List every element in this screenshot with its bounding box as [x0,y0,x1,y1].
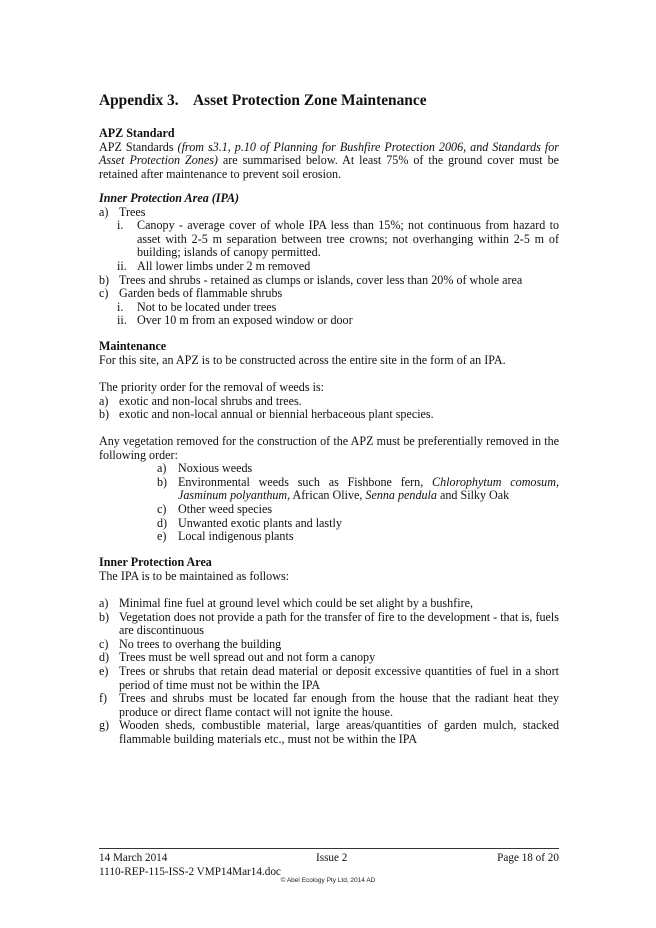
paragraph: For this site, an APZ is to be constructed across the entire site in the form of an IPA. [99,352,506,367]
list-item: a) Trees [99,204,146,219]
list-item: e) Local indigenous plants [157,529,294,544]
list-item: c) No trees to overhang the building [99,636,282,651]
list-item: i. Canopy - average cover of whole IPA less than 15%; not continuous from hazard to asset with 2-5 m separation between tree crowns; not overhanging within 2-5 m of building; islands of canopy permitted. [117,218,559,260]
list-item: b) Vegetation does not provide a path for the transfer of fire to the development - that is, fuels are discontinuous [99,609,559,638]
footer-page-number: Page 18 of 20 [497,852,559,864]
section-heading: Inner Protection Area [99,555,212,569]
page-title [99,92,427,110]
list-item: ii. Over 10 m from an exposed window or door [117,313,353,328]
list-item: b) Environmental weeds such as Fishbone fern, Chlorophytum comosum, Jasminum polyanthum, African Olive, Senna pendula and Silky Oak [157,474,559,503]
apz-standard-section [99,127,559,181]
list-item: c) Other weed species [157,501,273,516]
list-item: ii. All lower limbs under 2 m removed [117,258,311,273]
appendix-number: Appendix 3. [99,92,179,109]
weed-priority [99,381,559,422]
footer-issue: Issue 2 [316,852,348,864]
list-item: d) Unwanted exotic plants and lastly [157,515,342,530]
paragraph: The priority order for the removal of weeds is: [99,380,325,394]
footer-document-reference: 1110-REP-115-ISS-2 VMP14Mar14.doc [99,866,281,878]
removal-order [99,435,559,544]
list-item: i. Not to be located under trees [117,299,277,314]
list-item: a) exotic and non-local shrubs and trees. [99,393,302,408]
list-item: a) Minimal fine fuel at ground level which could be set alight by a bushfire, [99,596,473,610]
section-heading: Inner Protection Area (IPA) [99,191,240,205]
list-item: d) Trees must be well spread out and not form a canopy [99,650,376,665]
paragraph: Any vegetation removed for the construction of the APZ must be preferentially removed in the following order: [99,434,559,462]
ipa-section [99,192,559,328]
ipa-maintenance-section [99,556,559,583]
paragraph: APZ Standards (from s3.1, p.10 of Planning for Bushfire Protection 2006, and Standards for Asset Protection Zones) are summarised below. At least 75% of the ground cover must be retained after maintenance to prevent soil erosion. [99,139,559,181]
appendix-title: Asset Protection Zone Maintenance [193,92,427,109]
list-item: c) Garden beds of flammable shrubs [99,286,283,301]
list-item: g) Wooden sheds, combustible material, large areas/quantities of garden mulch, stacked flammable building materials etc., must not be within the IPA [99,718,559,746]
section-heading: APZ Standard [99,126,175,140]
ipa-maintenance-list [99,597,559,747]
paragraph: The IPA is to be maintained as follows: [99,568,290,583]
maintenance-section [99,340,559,367]
list-item: a) Noxious weeds [157,461,253,476]
footer-copyright: © Abel Ecology Pty Ltd, 2014 AD [280,877,376,884]
section-heading: Maintenance [99,339,167,353]
footer-date: 14 March 2014 [99,852,168,864]
list-item: b) Trees and shrubs - retained as clumps or islands, cover less than 20% of whole area [99,272,523,287]
list-item: f) Trees and shrubs must be located far enough from the house that the radiant heat they produce or direct flame contact will not ignite the house. [99,691,559,719]
footer-divider [99,848,559,849]
list-item: e) Trees or shrubs that retain dead material or deposit excessive quantities of fuel in a short period of time must not be within the IPA [99,663,559,692]
list-item: b) exotic and non-local annual or biennial herbaceous plant species. [99,407,434,422]
